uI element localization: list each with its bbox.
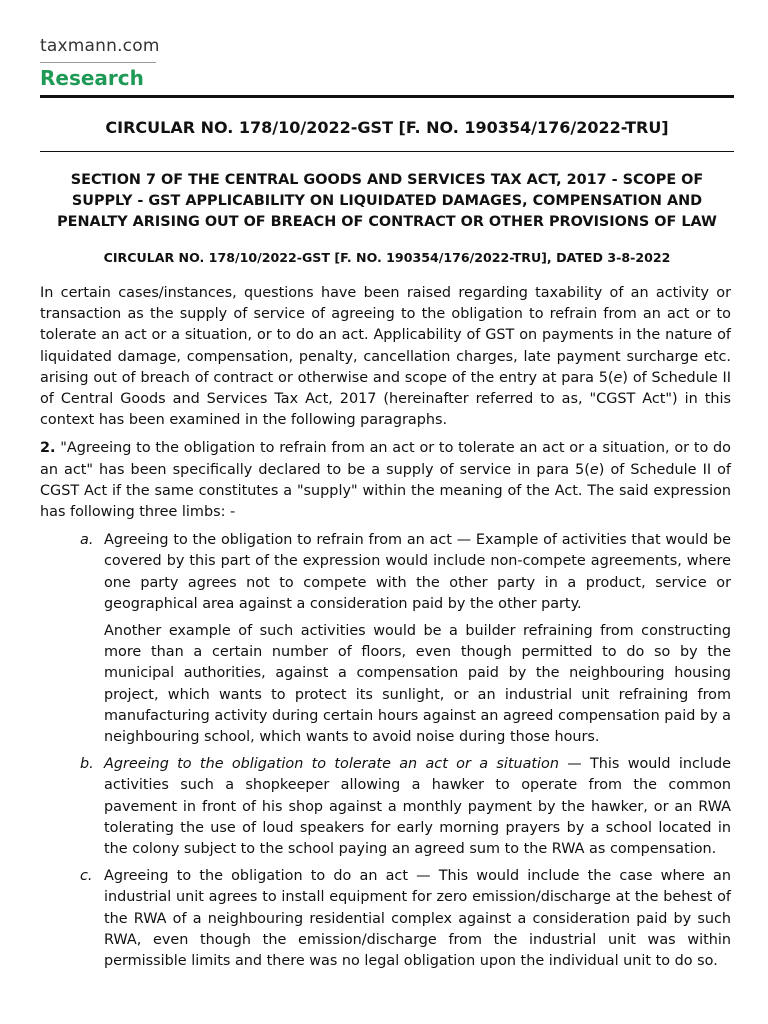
paragraph-number: 2. bbox=[40, 440, 56, 457]
header-rule bbox=[40, 95, 734, 98]
intro-paragraph: In certain cases/instances, questions have been raised regarding taxability of an activity or transaction as the supply of service of agreeing to the obligation to refrain from an act or to tolerate an act or a situation, or to do an act. Applicability of GST on payments in the nature of liquidated damage, compensation, penalty, cancellation charges, late payment surcharge etc. arising out of breach of contract or otherwise and scope of the entry at para 5(e) of Schedule II of Central Goods and Services Tax Act, 2017 (hereinafter referred to as, "CGST Act") in this context has been examined in the following paragraphs. bbox=[40, 285, 731, 429]
brand-divider bbox=[40, 62, 156, 63]
limb-text: Agreeing to the obligation to do an act — This would include the case where an industrial unit agrees to install equipment for zero emission/discharge at the behest of the RWA of a neighbouring residential complex against a consideration paid by such RWA, even though the emission/discharge from the industrial unit was within permissible limits and there was no legal obligation upon the individual unit to do so. bbox=[104, 868, 731, 970]
limb-lead: Agreeing to the obligation to tolerate an act or a situation bbox=[104, 756, 559, 773]
limb-text: Agreeing to the obligation to refrain from an act — Example of activities that would be covered by this part of the expression would include non-compete agreements, where one party agrees not to compete with the other party in a product, service or geographical area against a consideration paid by the other party. bbox=[104, 532, 731, 612]
circular-title: CIRCULAR NO. 178/10/2022-GST [F. NO. 190354/176/2022-TRU] bbox=[105, 118, 669, 137]
limb-letter: b. bbox=[80, 756, 94, 773]
limb-b bbox=[40, 754, 731, 860]
brand-domain: taxmann.com bbox=[40, 36, 160, 56]
brand-section-label: Research bbox=[40, 66, 144, 90]
limb-a bbox=[40, 530, 731, 748]
paragraph-2: 2. "Agreeing to the obligation to refrain from an act or to tolerate an act or a situation, or to do an act" has been specifically declared to be a supply of service in para 5(e) of Schedule II of CGST Act if the same constitutes a "supply" within the meaning of the Act. The said expression has following three limbs: - bbox=[40, 440, 731, 521]
limb-letter: c. bbox=[80, 868, 93, 885]
limb-extra-text: Another example of such activities would be a builder refraining from constructing more than a certain number of floors, even though permitted to do so by the municipal authorities, against a compensation paid by the neighbouring housing project, which wants to protect its sunlight, or an industrial unit refraining from manufacturing activity during certain hours against an agreed compensation paid by a neighbouring school, which wants to avoid noise during those hours. bbox=[104, 623, 731, 746]
document-body bbox=[40, 283, 731, 978]
circular-dated-line: CIRCULAR NO. 178/10/2022-GST [F. NO. 190354/176/2022-TRU], DATED 3-8-2022 bbox=[103, 250, 671, 265]
section-heading: SECTION 7 OF THE CENTRAL GOODS AND SERVICES TAX ACT, 2017 - SCOPE OF SUPPLY - GST APPLICABILITY ON LIQUIDATED DAMAGES, COMPENSATION AND PENALTY ARISING OUT OF BREACH OF CONTRACT OR OTHER PROVISIONS OF LAW bbox=[57, 172, 717, 230]
brand-logo[interactable] bbox=[40, 36, 160, 90]
limb-text: Agreeing to the obligation to tolerate an act or a situation — This would include activities such a shopkeeper allowing a hawker to operate from the common pavement in front of his shop against a monthly payment by the hawker, or an RWA tolerating the use of loud speakers for early morning prayers by a school located in the colony subject to the school paying an agreed sum to the RWA as compensation. bbox=[104, 756, 732, 858]
limb-letter: a. bbox=[80, 532, 94, 549]
limb-c bbox=[40, 866, 731, 972]
title-divider bbox=[40, 151, 734, 152]
